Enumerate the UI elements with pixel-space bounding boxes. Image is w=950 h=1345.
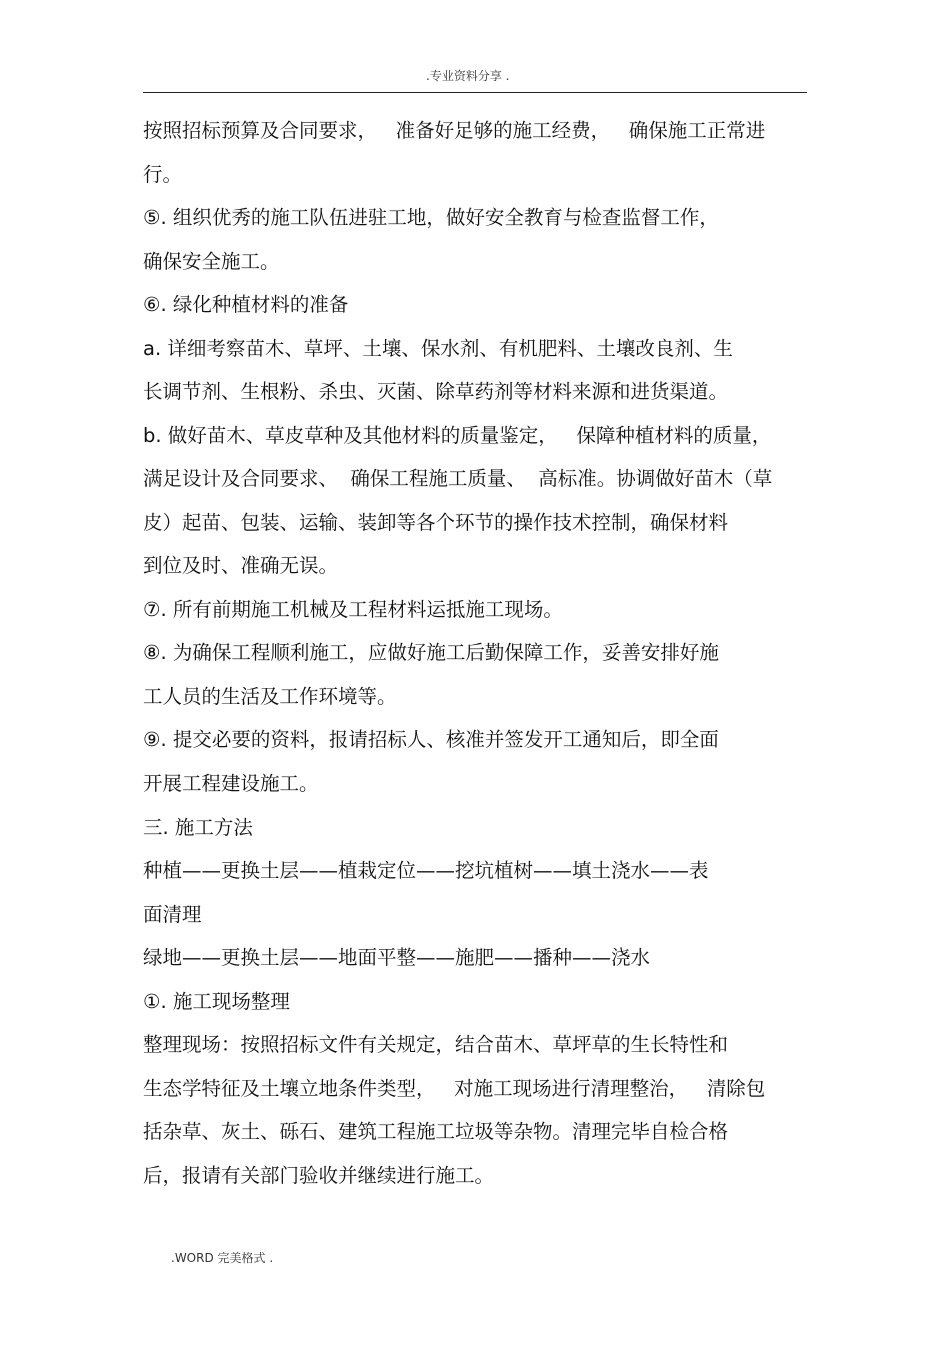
page-footer: .WORD 完美格式 .	[171, 1251, 274, 1265]
text-line: a. 详细考察苗木、草坪、土壤、保水剂、有机肥料、土壤改良剂、生	[143, 337, 733, 360]
text-line: 长调节剂、生根粉、杀虫、灭菌、除草药剂等材料来源和进货渠道。	[143, 380, 729, 403]
text-line: ⑨. 提交必要的资料，报请招标人、核准并签发开工通知后，即全面	[143, 728, 719, 751]
text-line: 整理现场：按照招标文件有关规定，结合苗木、草坪草的生长特性和	[143, 1033, 729, 1056]
header-text: .专业资料分享 .	[426, 69, 510, 83]
text-line: 确保安全施工。	[143, 250, 280, 273]
text-line: 生态学特征及土壤立地条件类型， 对施工现场进行清理整治， 清除包	[143, 1077, 766, 1100]
section-heading: ⑥. 绿化种植材料的准备	[143, 293, 349, 316]
text-line: ⑧. 为确保工程顺利施工，应做好施工后勤保障工作，妥善安排好施	[143, 641, 719, 664]
text-line: 到位及时、准确无误。	[143, 554, 339, 577]
text-line: 绿地——更换土层——地面平整——施肥——播种——浇水	[143, 946, 651, 969]
text-line: 开展工程建设施工。	[143, 772, 319, 795]
text-line: 皮）起苗、包装、运输、装卸等各个环节的操作技术控制，确保材料	[143, 511, 729, 534]
section-heading: 三. 施工方法	[143, 816, 253, 839]
page-header	[143, 66, 807, 93]
text-line: 括杂草、灰土、砾石、建筑工程施工垃圾等杂物。清理完毕自检合格	[143, 1120, 729, 1143]
text-line: b. 做好苗木、草皮草种及其他材料的质量鉴定， 保障种植材料的质量，	[143, 424, 772, 447]
text-line: ⑦. 所有前期施工机械及工程材料运抵施工现场。	[143, 598, 563, 621]
text-line: 工人员的生活及工作环境等。	[143, 685, 397, 708]
text-line: 后，报请有关部门验收并继续进行施工。	[143, 1164, 495, 1187]
text-line: 按照招标预算及合同要求， 准备好足够的施工经费， 确保施工正常进	[143, 119, 766, 142]
text-line: 满足设计及合同要求、 确保工程施工质量、 高标准。协调做好苗木（草	[143, 467, 773, 490]
text-line: 行。	[143, 163, 183, 186]
text-line: 面清理	[143, 903, 202, 926]
section-heading: ①. 施工现场整理	[143, 990, 290, 1013]
text-line: ⑤. 组织优秀的施工队伍进驻工地，做好安全教育与检查监督工作，	[143, 206, 719, 229]
text-line: 种植——更换土层——植栽定位——挖坑植树——填土浇水——表	[143, 859, 709, 882]
